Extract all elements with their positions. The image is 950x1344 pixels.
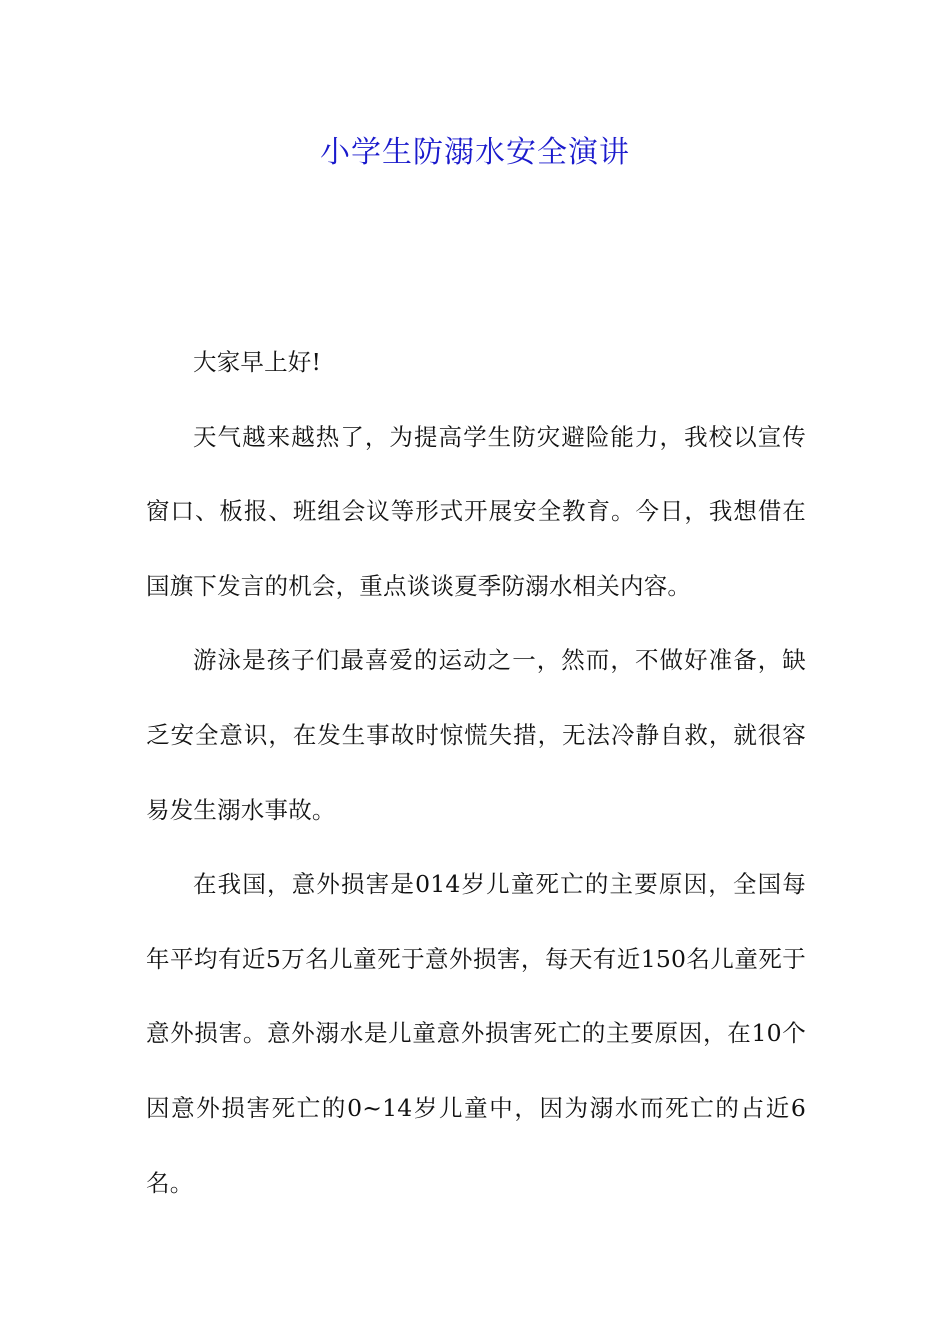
paragraph-greeting: 大家早上好! — [193, 348, 322, 376]
paragraph-statistics: 在我国，意外损害是014岁儿童死亡的主要原因，全国每年平均有近5万名儿童死于意外损害，每天有近150名儿童死于意外损害。意外溺水是儿童意外损害死亡的主要原因，在10个因意外损害死亡的0~14岁儿童中，因为溺水而死亡的占近6名。 — [146, 870, 806, 1197]
document-body — [146, 325, 806, 1220]
paragraph-swimming: 游泳是孩子们最喜爱的运动之一，然而，不做好准备，缺乏安全意识，在发生事故时惊慌失措，无法冷静自救，就很容易发生溺水事故。 — [146, 646, 806, 824]
document-title: 小学生防溺水安全演讲 — [320, 135, 630, 170]
paragraph-intro: 天气越来越热了，为提高学生防灾避险能力，我校以宣传窗口、板报、班组会议等形式开展安全教育。今日，我想借在国旗下发言的机会，重点谈谈夏季防溺水相关内容。 — [146, 422, 806, 600]
